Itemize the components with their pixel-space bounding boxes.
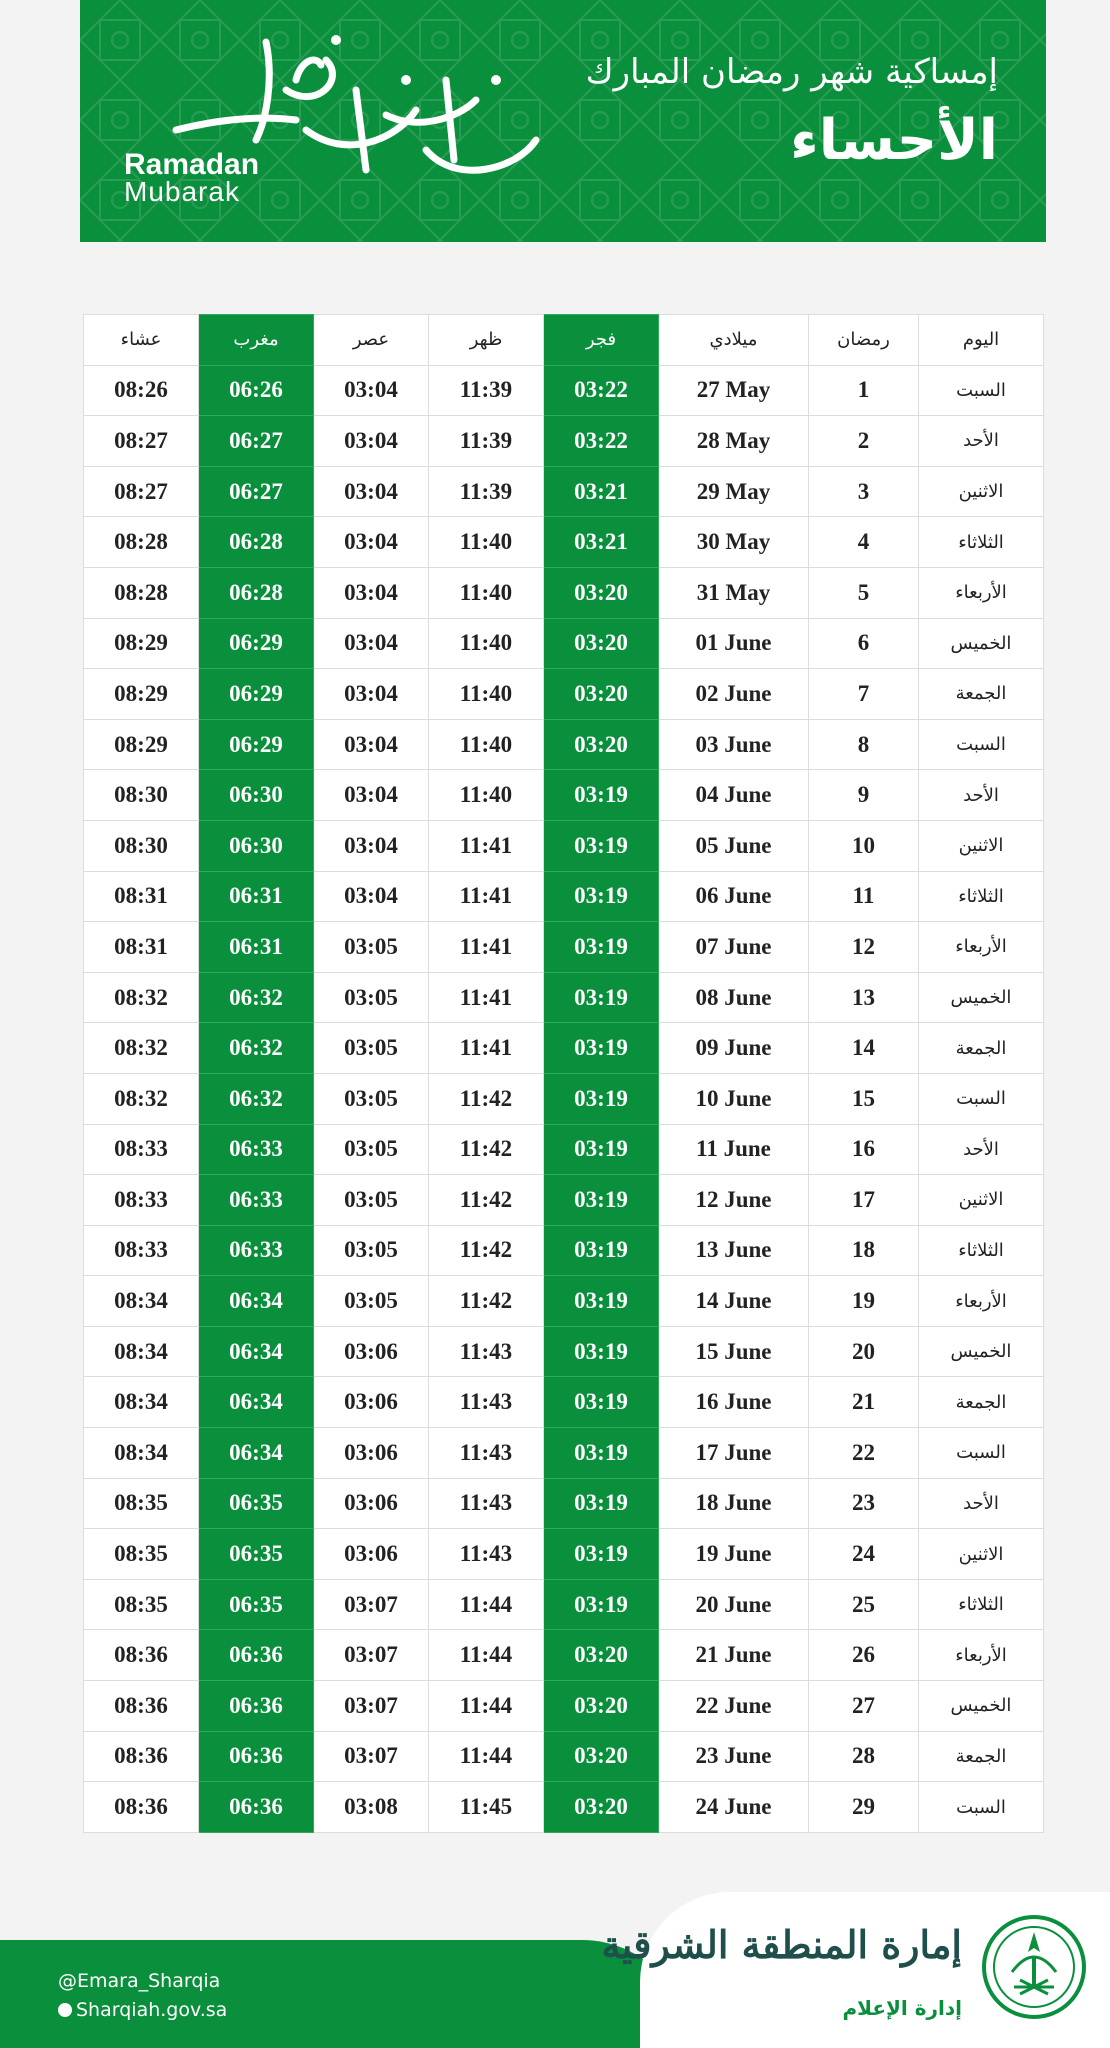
cell-weekday: السبت xyxy=(919,719,1044,770)
cell-gregorian-date: 29 May xyxy=(659,466,809,517)
cell-asr: 03:05 xyxy=(314,922,429,973)
prayer-times-table xyxy=(83,314,1044,1833)
cell-maghrib: 06:36 xyxy=(199,1731,314,1782)
cell-asr: 03:06 xyxy=(314,1428,429,1479)
cell-weekday: الاثنين xyxy=(919,1175,1044,1226)
cell-ramadan-day: 19 xyxy=(809,1276,919,1327)
cell-isha: 08:29 xyxy=(84,669,199,720)
cell-dhuhr: 11:43 xyxy=(429,1377,544,1428)
cell-weekday: السبت xyxy=(919,1428,1044,1479)
cell-dhuhr: 11:42 xyxy=(429,1073,544,1124)
cell-weekday: الأربعاء xyxy=(919,922,1044,973)
table-row xyxy=(84,1124,1044,1175)
cell-maghrib: 06:27 xyxy=(199,466,314,517)
cell-gregorian-date: 24 June xyxy=(659,1782,809,1833)
cell-isha: 08:33 xyxy=(84,1175,199,1226)
cell-dhuhr: 11:43 xyxy=(429,1529,544,1580)
cell-gregorian-date: 07 June xyxy=(659,922,809,973)
globe-icon xyxy=(58,2003,72,2017)
cell-weekday: الاثنين xyxy=(919,466,1044,517)
cell-maghrib: 06:28 xyxy=(199,517,314,568)
cell-dhuhr: 11:41 xyxy=(429,820,544,871)
header-maghrib: مغرب xyxy=(199,315,314,366)
cell-isha: 08:33 xyxy=(84,1124,199,1175)
cell-fajr: 03:19 xyxy=(544,1276,659,1327)
cell-isha: 08:29 xyxy=(84,618,199,669)
cell-weekday: الجمعة xyxy=(919,1023,1044,1074)
cell-gregorian-date: 15 June xyxy=(659,1326,809,1377)
cell-gregorian-date: 28 May xyxy=(659,416,809,467)
cell-gregorian-date: 09 June xyxy=(659,1023,809,1074)
cell-maghrib: 06:36 xyxy=(199,1782,314,1833)
cell-asr: 03:04 xyxy=(314,567,429,618)
table-row xyxy=(84,1326,1044,1377)
cell-fajr: 03:19 xyxy=(544,972,659,1023)
table-row xyxy=(84,1630,1044,1681)
cell-isha: 08:36 xyxy=(84,1630,199,1681)
table-header-row xyxy=(84,315,1044,366)
cell-fajr: 03:22 xyxy=(544,416,659,467)
cell-dhuhr: 11:40 xyxy=(429,567,544,618)
cell-isha: 08:34 xyxy=(84,1326,199,1377)
cell-dhuhr: 11:41 xyxy=(429,1023,544,1074)
cell-fajr: 03:19 xyxy=(544,1175,659,1226)
cell-dhuhr: 11:44 xyxy=(429,1681,544,1732)
cell-dhuhr: 11:39 xyxy=(429,466,544,517)
cell-isha: 08:32 xyxy=(84,972,199,1023)
cell-maghrib: 06:34 xyxy=(199,1377,314,1428)
cell-asr: 03:04 xyxy=(314,466,429,517)
cell-gregorian-date: 20 June xyxy=(659,1579,809,1630)
cell-ramadan-day: 12 xyxy=(809,922,919,973)
cell-isha: 08:35 xyxy=(84,1579,199,1630)
cell-maghrib: 06:34 xyxy=(199,1428,314,1479)
cell-gregorian-date: 13 June xyxy=(659,1225,809,1276)
cell-isha: 08:36 xyxy=(84,1782,199,1833)
cell-ramadan-day: 21 xyxy=(809,1377,919,1428)
cell-ramadan-day: 7 xyxy=(809,669,919,720)
cell-dhuhr: 11:39 xyxy=(429,365,544,416)
cell-weekday: الأربعاء xyxy=(919,1276,1044,1327)
cell-weekday: الأحد xyxy=(919,1478,1044,1529)
cell-isha: 08:31 xyxy=(84,871,199,922)
header-dhuhr: ظهر xyxy=(429,315,544,366)
cell-ramadan-day: 9 xyxy=(809,770,919,821)
table-row xyxy=(84,1073,1044,1124)
cell-ramadan-day: 29 xyxy=(809,1782,919,1833)
cell-asr: 03:04 xyxy=(314,365,429,416)
cell-fajr: 03:19 xyxy=(544,1225,659,1276)
cell-ramadan-day: 15 xyxy=(809,1073,919,1124)
cell-weekday: السبت xyxy=(919,365,1044,416)
cell-gregorian-date: 14 June xyxy=(659,1276,809,1327)
cell-maghrib: 06:29 xyxy=(199,618,314,669)
table-row xyxy=(84,1731,1044,1782)
cell-maghrib: 06:29 xyxy=(199,669,314,720)
cell-weekday: السبت xyxy=(919,1073,1044,1124)
mubarak-word: Mubarak xyxy=(124,176,240,207)
table-row xyxy=(84,618,1044,669)
cell-dhuhr: 11:41 xyxy=(429,922,544,973)
cell-ramadan-day: 10 xyxy=(809,820,919,871)
cell-maghrib: 06:36 xyxy=(199,1630,314,1681)
table-row xyxy=(84,365,1044,416)
cell-weekday: الأحد xyxy=(919,770,1044,821)
cell-weekday: الثلاثاء xyxy=(919,517,1044,568)
cell-dhuhr: 11:40 xyxy=(429,669,544,720)
table-row xyxy=(84,1782,1044,1833)
header-ramadan-day: رمضان xyxy=(809,315,919,366)
cell-dhuhr: 11:42 xyxy=(429,1276,544,1327)
city-title: الأحساء xyxy=(790,108,998,173)
cell-fajr: 03:20 xyxy=(544,1782,659,1833)
cell-ramadan-day: 20 xyxy=(809,1326,919,1377)
header-isha: عشاء xyxy=(84,315,199,366)
prayer-times-table-container xyxy=(83,314,1043,1833)
organization-name: إمارة المنطقة الشرقية xyxy=(601,1922,962,1967)
cell-ramadan-day: 26 xyxy=(809,1630,919,1681)
cell-dhuhr: 11:40 xyxy=(429,770,544,821)
cell-ramadan-day: 13 xyxy=(809,972,919,1023)
cell-isha: 08:30 xyxy=(84,770,199,821)
cell-ramadan-day: 18 xyxy=(809,1225,919,1276)
department-name: إدارة الإعلام xyxy=(842,1996,962,2020)
cell-asr: 03:08 xyxy=(314,1782,429,1833)
cell-gregorian-date: 27 May xyxy=(659,365,809,416)
cell-fajr: 03:21 xyxy=(544,517,659,568)
header-banner xyxy=(80,0,1046,242)
cell-asr: 03:06 xyxy=(314,1478,429,1529)
cell-maghrib: 06:28 xyxy=(199,567,314,618)
cell-gregorian-date: 21 June xyxy=(659,1630,809,1681)
cell-maghrib: 06:35 xyxy=(199,1529,314,1580)
cell-dhuhr: 11:45 xyxy=(429,1782,544,1833)
cell-isha: 08:28 xyxy=(84,567,199,618)
cell-asr: 03:04 xyxy=(314,416,429,467)
table-row xyxy=(84,567,1044,618)
table-row xyxy=(84,517,1044,568)
cell-maghrib: 06:27 xyxy=(199,416,314,467)
cell-fajr: 03:19 xyxy=(544,1579,659,1630)
table-row xyxy=(84,1681,1044,1732)
cell-maghrib: 06:26 xyxy=(199,365,314,416)
header-gregorian-date: ميلادي xyxy=(659,315,809,366)
cell-gregorian-date: 30 May xyxy=(659,517,809,568)
website-link xyxy=(58,1999,227,2021)
table-row xyxy=(84,669,1044,720)
cell-isha: 08:33 xyxy=(84,1225,199,1276)
table-row xyxy=(84,1478,1044,1529)
cell-weekday: الأربعاء xyxy=(919,567,1044,618)
cell-isha: 08:27 xyxy=(84,416,199,467)
table-row xyxy=(84,1579,1044,1630)
cell-isha: 08:29 xyxy=(84,719,199,770)
ramadan-word: Ramadan xyxy=(124,148,260,181)
cell-dhuhr: 11:41 xyxy=(429,972,544,1023)
cell-weekday: الثلاثاء xyxy=(919,871,1044,922)
cell-weekday: الخميس xyxy=(919,1681,1044,1732)
table-row xyxy=(84,1428,1044,1479)
cell-asr: 03:06 xyxy=(314,1326,429,1377)
cell-maghrib: 06:33 xyxy=(199,1225,314,1276)
cell-dhuhr: 11:43 xyxy=(429,1428,544,1479)
cell-asr: 03:04 xyxy=(314,517,429,568)
cell-ramadan-day: 1 xyxy=(809,365,919,416)
cell-ramadan-day: 14 xyxy=(809,1023,919,1074)
cell-maghrib: 06:31 xyxy=(199,922,314,973)
cell-weekday: الجمعة xyxy=(919,1377,1044,1428)
cell-ramadan-day: 5 xyxy=(809,567,919,618)
cell-gregorian-date: 31 May xyxy=(659,567,809,618)
table-row xyxy=(84,719,1044,770)
cell-fajr: 03:20 xyxy=(544,1731,659,1782)
cell-fajr: 03:19 xyxy=(544,1326,659,1377)
cell-dhuhr: 11:44 xyxy=(429,1579,544,1630)
cell-gregorian-date: 18 June xyxy=(659,1478,809,1529)
cell-weekday: الاثنين xyxy=(919,820,1044,871)
cell-isha: 08:34 xyxy=(84,1428,199,1479)
cell-maghrib: 06:34 xyxy=(199,1326,314,1377)
cell-asr: 03:04 xyxy=(314,770,429,821)
cell-maghrib: 06:32 xyxy=(199,972,314,1023)
cell-gregorian-date: 12 June xyxy=(659,1175,809,1226)
cell-asr: 03:07 xyxy=(314,1579,429,1630)
cell-maghrib: 06:34 xyxy=(199,1276,314,1327)
cell-maghrib: 06:30 xyxy=(199,770,314,821)
cell-isha: 08:36 xyxy=(84,1681,199,1732)
cell-dhuhr: 11:42 xyxy=(429,1175,544,1226)
table-row xyxy=(84,1529,1044,1580)
table-row xyxy=(84,416,1044,467)
cell-fajr: 03:22 xyxy=(544,365,659,416)
cell-ramadan-day: 17 xyxy=(809,1175,919,1226)
table-row xyxy=(84,466,1044,517)
cell-maghrib: 06:30 xyxy=(199,820,314,871)
footer-contact-band xyxy=(0,1940,690,2048)
table-row xyxy=(84,1023,1044,1074)
twitter-handle: @Emara_Sharqia xyxy=(58,1970,221,1992)
cell-gregorian-date: 06 June xyxy=(659,871,809,922)
saudi-emblem-icon xyxy=(982,1912,1086,2022)
cell-fajr: 03:19 xyxy=(544,1073,659,1124)
cell-fajr: 03:20 xyxy=(544,1681,659,1732)
cell-isha: 08:27 xyxy=(84,466,199,517)
cell-asr: 03:04 xyxy=(314,719,429,770)
cell-dhuhr: 11:41 xyxy=(429,871,544,922)
cell-maghrib: 06:31 xyxy=(199,871,314,922)
cell-fajr: 03:19 xyxy=(544,1023,659,1074)
cell-fajr: 03:20 xyxy=(544,1630,659,1681)
cell-asr: 03:07 xyxy=(314,1681,429,1732)
cell-maghrib: 06:36 xyxy=(199,1681,314,1732)
cell-dhuhr: 11:40 xyxy=(429,719,544,770)
cell-weekday: الأربعاء xyxy=(919,1630,1044,1681)
cell-asr: 03:05 xyxy=(314,1073,429,1124)
cell-ramadan-day: 3 xyxy=(809,466,919,517)
cell-weekday: الجمعة xyxy=(919,669,1044,720)
cell-asr: 03:04 xyxy=(314,669,429,720)
cell-dhuhr: 11:44 xyxy=(429,1731,544,1782)
table-row xyxy=(84,1225,1044,1276)
table-body xyxy=(84,365,1044,1832)
cell-fajr: 03:19 xyxy=(544,1428,659,1479)
table-row xyxy=(84,820,1044,871)
cell-fajr: 03:19 xyxy=(544,1377,659,1428)
cell-fajr: 03:19 xyxy=(544,820,659,871)
cell-fajr: 03:19 xyxy=(544,1529,659,1580)
cell-asr: 03:04 xyxy=(314,820,429,871)
table-row xyxy=(84,1175,1044,1226)
cell-fajr: 03:20 xyxy=(544,567,659,618)
cell-isha: 08:26 xyxy=(84,365,199,416)
header-fajr: فجر xyxy=(544,315,659,366)
cell-fajr: 03:19 xyxy=(544,871,659,922)
cell-maghrib: 06:35 xyxy=(199,1478,314,1529)
cell-weekday: الاثنين xyxy=(919,1529,1044,1580)
cell-gregorian-date: 19 June xyxy=(659,1529,809,1580)
cell-weekday: الثلاثاء xyxy=(919,1225,1044,1276)
cell-weekday: الخميس xyxy=(919,1326,1044,1377)
cell-gregorian-date: 10 June xyxy=(659,1073,809,1124)
table-row xyxy=(84,1377,1044,1428)
cell-ramadan-day: 25 xyxy=(809,1579,919,1630)
website-text: Sharqiah.gov.sa xyxy=(76,1999,228,2021)
cell-maghrib: 06:32 xyxy=(199,1023,314,1074)
cell-asr: 03:05 xyxy=(314,1276,429,1327)
cell-isha: 08:28 xyxy=(84,517,199,568)
cell-weekday: الخميس xyxy=(919,618,1044,669)
cell-asr: 03:06 xyxy=(314,1529,429,1580)
cell-fajr: 03:20 xyxy=(544,618,659,669)
cell-asr: 03:05 xyxy=(314,1124,429,1175)
cell-isha: 08:34 xyxy=(84,1377,199,1428)
cell-weekday: السبت xyxy=(919,1782,1044,1833)
cell-isha: 08:31 xyxy=(84,922,199,973)
cell-asr: 03:05 xyxy=(314,1225,429,1276)
cell-isha: 08:35 xyxy=(84,1529,199,1580)
table-row xyxy=(84,922,1044,973)
cell-maghrib: 06:29 xyxy=(199,719,314,770)
cell-weekday: الثلاثاء xyxy=(919,1579,1044,1630)
cell-asr: 03:06 xyxy=(314,1377,429,1428)
cell-ramadan-day: 22 xyxy=(809,1428,919,1479)
cell-gregorian-date: 11 June xyxy=(659,1124,809,1175)
table-row xyxy=(84,972,1044,1023)
cell-asr: 03:07 xyxy=(314,1731,429,1782)
table-row xyxy=(84,871,1044,922)
cell-dhuhr: 11:43 xyxy=(429,1478,544,1529)
cell-maghrib: 06:33 xyxy=(199,1124,314,1175)
cell-isha: 08:36 xyxy=(84,1731,199,1782)
cell-isha: 08:32 xyxy=(84,1073,199,1124)
banner-subtitle: إمساكية شهر رمضان المبارك xyxy=(585,52,998,92)
cell-gregorian-date: 05 June xyxy=(659,820,809,871)
cell-asr: 03:05 xyxy=(314,972,429,1023)
cell-weekday: الخميس xyxy=(919,972,1044,1023)
cell-gregorian-date: 17 June xyxy=(659,1428,809,1479)
cell-asr: 03:05 xyxy=(314,1175,429,1226)
cell-maghrib: 06:33 xyxy=(199,1175,314,1226)
cell-isha: 08:30 xyxy=(84,820,199,871)
cell-ramadan-day: 8 xyxy=(809,719,919,770)
table-row xyxy=(84,1276,1044,1327)
cell-ramadan-day: 6 xyxy=(809,618,919,669)
cell-maghrib: 06:35 xyxy=(199,1579,314,1630)
cell-dhuhr: 11:42 xyxy=(429,1225,544,1276)
cell-asr: 03:04 xyxy=(314,871,429,922)
cell-asr: 03:04 xyxy=(314,618,429,669)
cell-dhuhr: 11:39 xyxy=(429,416,544,467)
header-weekday: اليوم xyxy=(919,315,1044,366)
cell-isha: 08:32 xyxy=(84,1023,199,1074)
cell-gregorian-date: 08 June xyxy=(659,972,809,1023)
cell-ramadan-day: 4 xyxy=(809,517,919,568)
cell-gregorian-date: 04 June xyxy=(659,770,809,821)
cell-gregorian-date: 16 June xyxy=(659,1377,809,1428)
cell-asr: 03:05 xyxy=(314,1023,429,1074)
table-row xyxy=(84,770,1044,821)
cell-ramadan-day: 16 xyxy=(809,1124,919,1175)
cell-ramadan-day: 28 xyxy=(809,1731,919,1782)
cell-fajr: 03:19 xyxy=(544,770,659,821)
cell-ramadan-day: 11 xyxy=(809,871,919,922)
cell-dhuhr: 11:44 xyxy=(429,1630,544,1681)
cell-dhuhr: 11:43 xyxy=(429,1326,544,1377)
cell-weekday: الجمعة xyxy=(919,1731,1044,1782)
cell-gregorian-date: 23 June xyxy=(659,1731,809,1782)
cell-ramadan-day: 24 xyxy=(809,1529,919,1580)
cell-fajr: 03:21 xyxy=(544,466,659,517)
cell-dhuhr: 11:40 xyxy=(429,517,544,568)
cell-fajr: 03:20 xyxy=(544,719,659,770)
cell-isha: 08:34 xyxy=(84,1276,199,1327)
cell-weekday: الأحد xyxy=(919,1124,1044,1175)
cell-fajr: 03:19 xyxy=(544,1478,659,1529)
cell-asr: 03:07 xyxy=(314,1630,429,1681)
cell-gregorian-date: 22 June xyxy=(659,1681,809,1732)
header-asr: عصر xyxy=(314,315,429,366)
cell-ramadan-day: 23 xyxy=(809,1478,919,1529)
cell-weekday: الأحد xyxy=(919,416,1044,467)
cell-dhuhr: 11:40 xyxy=(429,618,544,669)
cell-ramadan-day: 27 xyxy=(809,1681,919,1732)
cell-ramadan-day: 2 xyxy=(809,416,919,467)
cell-fajr: 03:19 xyxy=(544,1124,659,1175)
cell-fajr: 03:19 xyxy=(544,922,659,973)
cell-gregorian-date: 03 June xyxy=(659,719,809,770)
cell-fajr: 03:20 xyxy=(544,669,659,720)
cell-isha: 08:35 xyxy=(84,1478,199,1529)
cell-dhuhr: 11:42 xyxy=(429,1124,544,1175)
cell-maghrib: 06:32 xyxy=(199,1073,314,1124)
cell-gregorian-date: 02 June xyxy=(659,669,809,720)
cell-gregorian-date: 01 June xyxy=(659,618,809,669)
